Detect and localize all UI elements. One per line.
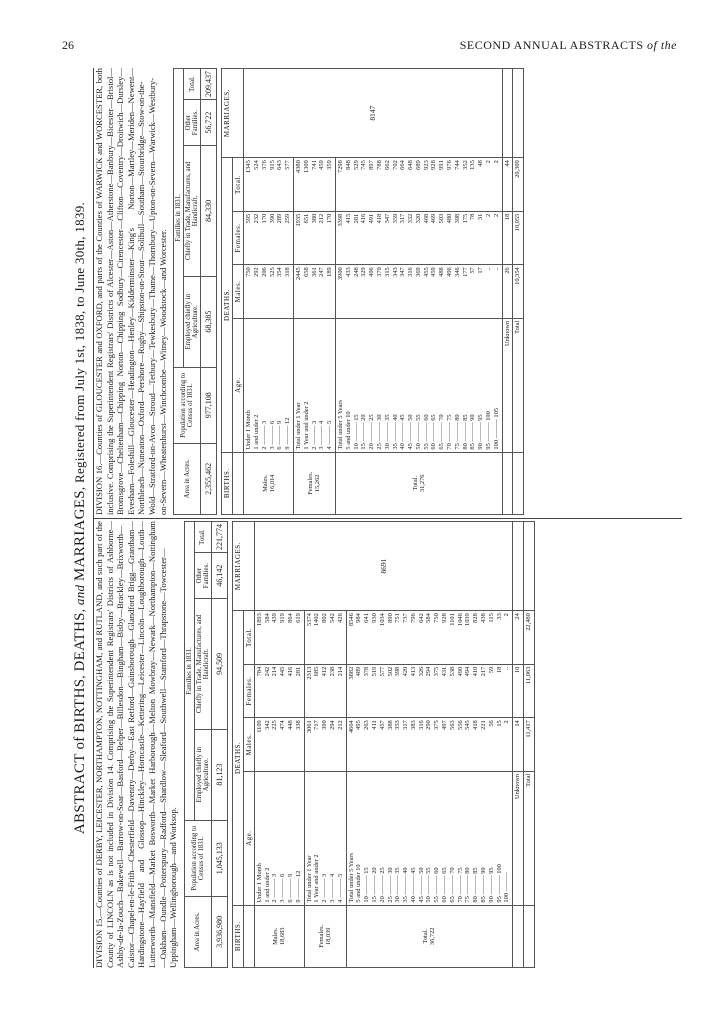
births-total-label: Total. <box>422 928 430 944</box>
population-value: 1,045,133 <box>211 820 227 896</box>
deaths-grand-total: 22,480 <box>524 611 535 665</box>
division-districts: Comprising the Superintendent Registrars' Districts of Ashborne—Ashby-de-la-Zouch—Bakewell—Barrow-on-Soar—Basford—Belper—Billesdon—Bingham—Bisby—Brackley—Brixworth—Caistor—Chapel-en-le-Frith—Chesterfield—Daventry—Derby—East Retford—Gainsborough—Glandford Brigg—Grantham—Hardingstone—Hayfield and Glossop—Hinckley—Horncastle—Kettering—Leicester—Lincoln—Loughborough—Louth—Lutterworth—Mansfield—Market Bosworth—Market Harborough—Melton Mowbray—Newark—Northampton—Nottingham—Oakham—Oundle—Potterspury—Radford—Shardlow—Sleaford—Southwell—Stamford—Thrapstone—Towcester—Uppingham—Wellingborough—and Worksop. <box>104 521 179 968</box>
adult-total: 7298 848 529 745 897 788 662 702 664 648 689 923 928 991 976 744 352 135 48 2 2 <box>335 158 502 212</box>
child-ages: Total under 1 Year 1 Year and under 2 2 ——— 3 3 ——— 4 4 ——— 5 <box>293 318 335 452</box>
unknown-total: 44 <box>502 158 513 212</box>
running-title-main: SECOND ANNUAL ABSTRACTS <box>459 38 644 52</box>
infant-males: 1109 342 225 474 448 338 <box>254 718 304 772</box>
trade-value: 94,509 <box>211 599 227 729</box>
births-females-label: Females. <box>318 924 326 948</box>
child-females: 1935 651 380 212 170 <box>293 211 335 265</box>
deaths-females-total: 11,063 <box>524 664 535 718</box>
column-divider <box>94 518 682 519</box>
births-total-value: 36,722 <box>429 927 437 946</box>
adult-females: 3398 415 281 416 491 418 347 359 317 332 320 468 469 503 480 398 175 78 31 2 2 <box>335 211 502 265</box>
employed-value: 68,385 <box>201 276 217 367</box>
births-total <box>346 905 513 967</box>
births-females-value: 15,262 <box>314 474 322 493</box>
child-total: 5374 1402 802 542 426 <box>304 611 346 665</box>
males-header: Males. <box>243 718 254 772</box>
other-header: Other Families. <box>194 553 211 599</box>
other-header: Other Families. <box>184 100 201 146</box>
employed-header: Employed chiefly in Agriculture. <box>184 276 201 367</box>
families-table <box>173 68 217 515</box>
child-total: 4380 1309 741 459 359 <box>293 158 335 212</box>
births-total-label: Total. <box>411 475 419 491</box>
births-males-value: 18,683 <box>279 927 287 946</box>
unknown-males: 14 <box>513 718 524 772</box>
total-header: Total. <box>233 158 244 212</box>
employed-value: 81,123 <box>211 729 227 820</box>
child-ages: Total under 1 Year 1 Year and under 2 2 ——— 3 3 ——— 4 4 ——— 5 <box>304 771 346 905</box>
child-males: 3061 717 390 294 212 <box>304 718 346 772</box>
families-total-value: 209,437 <box>201 69 217 100</box>
births-total <box>335 452 502 514</box>
marriages-header: MARRIAGES. <box>222 69 244 158</box>
area-value: 3,936,980 <box>211 896 227 967</box>
division-counties: —Counties of DERBY, LEICESTER, NORTHAMPTON, NOTTINGHAM, and RUTLAND, and such part of the County of LINCOLN as is not included in Division 14. <box>94 521 115 968</box>
infant-males: 750 292 206 525 354 318 <box>244 265 294 319</box>
unknown-females: 18 <box>502 211 513 265</box>
division-heading: DIVISION 15. <box>94 916 104 968</box>
births-males-label: Males. <box>272 927 280 945</box>
unknown-males: 26 <box>502 265 513 319</box>
families-header: Families in 1831. <box>174 69 184 368</box>
population-value: 977,108 <box>201 367 217 443</box>
births-females <box>293 452 335 514</box>
title-suffix: Registered from July 1st, 1838, to June 30th, 1839. <box>72 201 87 483</box>
total-header: Total. <box>243 611 254 665</box>
adult-total: 8546 984 641 930 1034 890 751 737 796 642 584 750 928 1101 1046 1039 828 438 115 33 2 <box>346 611 513 665</box>
families-total-header: Total. <box>184 69 201 100</box>
abstract-title: ABSTRACT of BIRTHS, DEATHS, and MARRIAGES, Registered from July 1st, 1838, to June 30th, 1839. <box>72 201 88 835</box>
unknown-total: 24 <box>513 611 524 665</box>
title-prefix: ABSTRACT of <box>72 736 88 835</box>
rotated-page-body <box>72 68 684 968</box>
deaths-females-total: 10,055 <box>513 211 524 265</box>
area-header: Area in Acres. <box>184 896 211 967</box>
division-description <box>94 68 168 515</box>
page-number: 26 <box>62 38 74 52</box>
births-females <box>304 905 346 967</box>
other-value: 46,142 <box>211 553 227 599</box>
title-and: and <box>72 584 87 606</box>
deaths-males-total: 10,354 <box>513 265 524 319</box>
births-males-value: 16,014 <box>268 474 276 493</box>
division-description <box>94 521 179 968</box>
adult-ages: Total under 5 Years 5 and under 10 10 ——— 15 15 ——— 20 20 ——— 25 25 ——— 30 30 ——— 35 35 ——— 40 40 ——— 45 45 ——— 50 50 ——— 55 55 ——— 60 60 ——— 65 65 ——— 70 70 ——— 75 75 ——— 80 80 ——— 85 85 ——— 90 90 ——— 95 95 ——— 100 100 ——— <box>346 771 513 905</box>
births-total-value: 31,276 <box>418 474 426 493</box>
population-header: Population according to Census of 1831. <box>174 367 201 443</box>
infant-total: 1893 584 439 919 864 619 <box>254 611 304 665</box>
other-value: 56,722 <box>201 100 217 146</box>
unknown-label: Unknown <box>513 771 524 905</box>
trade-header: Chiefly in Trade, Manufactures, and Handicraft. <box>184 146 201 276</box>
births-header: BIRTHS. <box>232 905 243 967</box>
females-header: Females. <box>243 664 254 718</box>
births-females-value: 18,039 <box>325 927 333 946</box>
trade-value: 84,330 <box>201 146 217 276</box>
births-males-label: Males. <box>261 474 269 492</box>
unknown-label: Unknown <box>502 318 513 452</box>
age-header: Age. <box>233 318 244 452</box>
deaths-total-label: Total <box>524 771 535 905</box>
infant-ages: Under 1 Month 1 and under 2 2 ——— 3 3 ——— 6 6 ——— 9 9 ——— 12 <box>244 318 294 452</box>
division-districts: Comprising the Superintendent Registrars' Districts of Alcester—Aston—Atherstone—Banbury—Bicester—Bristol—Bromsgrove—Cheltenham—Chipping Norton—Chipping Sodbury—Cirencester—Clifton—Coventry—Droitwich—Dursley—Evesham—Foleshill—Gloucester—Headington—Henley—Kidderminster—King's Norton—Martley—Meriden—Newent—Northleach—Nuneaton—Oxford—Pershore—Rugby—Shipston-on-Stour—Solihull—Southam—Stourbridge—Stow-on-the-Wold—Stratford-on-Avon—Stroud—Tetbury—Tewkesbury—Thame—Thornbury—Upton-on-Severn—Warwick—Westbury-on-Severn—Wheatenhurst—Winchcombe—Witney—Woodstock—and Worcester. <box>104 68 168 515</box>
deaths-total-label: Total <box>513 318 524 452</box>
child-females: 2313 685 412 238 214 <box>304 664 346 718</box>
births-header: BIRTHS. <box>222 452 233 514</box>
adult-males: 4664 495 263 411 457 388 353 317 383 316 290 375 497 563 556 545 418 221 56 15 2 <box>346 718 513 772</box>
deaths-males-total: 11,417 <box>524 718 535 772</box>
families-total-value: 221,774 <box>211 522 227 553</box>
deaths-header: DEATHS. <box>232 611 243 905</box>
division-16 <box>94 68 682 515</box>
trade-header: Chiefly in Trade, Manufactures, and Handicraft. <box>194 599 211 729</box>
infant-ages: Under 1 Month 1 and under 2 2 ——— 3 3 ——— 6 6 ——— 9 9 ——— 12 <box>254 771 304 905</box>
families-header: Families in 1831. <box>184 522 194 821</box>
division-counties: —Counties of GLOUCESTER and OXFORD, and parts of the Counties of WARWICK and WORCESTER, both inclusive. <box>94 68 115 515</box>
males-header: Males. <box>233 265 244 319</box>
age-header: Age. <box>243 771 254 905</box>
division-heading: DIVISION 16. <box>94 463 104 515</box>
unknown-females: 10 <box>513 664 524 718</box>
births-males <box>244 452 294 514</box>
families-table <box>184 521 228 968</box>
running-title <box>460 38 677 53</box>
marriages-value: 8147 <box>244 69 503 158</box>
deaths-grand-total: 20,309 <box>513 158 524 212</box>
families-total-header: Total. <box>194 522 211 553</box>
marriages-header: MARRIAGES. <box>232 522 254 611</box>
running-title-of: of the <box>647 38 677 52</box>
division-15 <box>94 521 682 968</box>
adult-males: 3900 433 248 329 406 370 315 343 347 316 369 455 459 488 496 346 177 57 17 .. .. <box>335 265 502 319</box>
employed-header: Employed chiefly in Agriculture. <box>194 729 211 820</box>
deaths-header: DEATHS. <box>222 158 233 452</box>
vital-statistics-table <box>221 68 524 515</box>
infant-females: 595 232 170 390 289 259 <box>244 211 294 265</box>
title-marriages: MARRIAGES <box>72 490 88 582</box>
area-value: 2,355,462 <box>201 443 217 514</box>
vital-statistics-table <box>232 521 535 968</box>
females-header: Females. <box>233 211 244 265</box>
child-males: 2445 658 361 247 189 <box>293 265 335 319</box>
births-males <box>254 905 304 967</box>
births-females-label: Females. <box>307 471 315 495</box>
title-deaths: DEATHS <box>72 612 88 672</box>
marriages-value: 8691 <box>254 522 513 611</box>
adult-ages: Total under 5 Years 5 and under 10 10 ——— 15 15 ——— 20 20 ——— 25 25 ——— 30 30 ——— 35 35 ——— 40 40 ——— 45 45 ——— 50 50 ——— 55 55 ——— 60 60 ——— 65 65 ——— 70 70 ——— 75 75 ——— 80 80 ——— 85 85 ——— 90 90 ——— 95 95 ——— 100 100 ——— 105 <box>335 318 502 452</box>
area-header: Area in Acres. <box>174 443 201 514</box>
title-births: BIRTHS <box>72 678 88 733</box>
infant-females: 784 242 214 445 416 281 <box>254 664 304 718</box>
infant-total: 1345 524 376 915 643 577 <box>244 158 294 212</box>
population-header: Population according to Census of 1831. <box>184 820 211 896</box>
adult-females: 3882 489 378 519 577 502 398 420 413 326 294 375 431 538 490 494 410 217 59 18 .. <box>346 664 513 718</box>
